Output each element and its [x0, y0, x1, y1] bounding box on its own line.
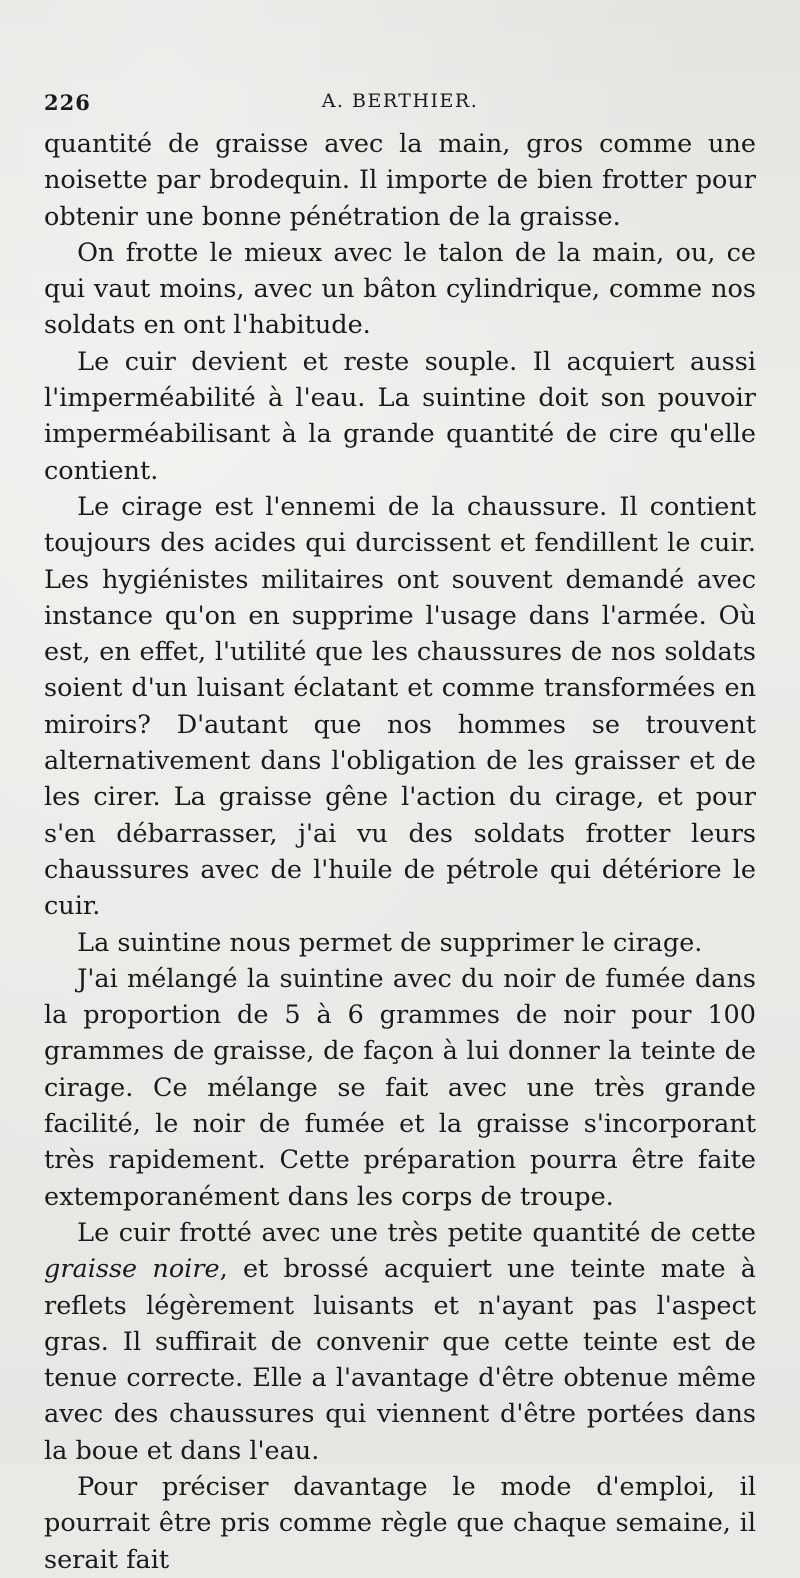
paragraph-4: Le cirage est l'ennemi de la chaussure. Il contient toujours des acides qui durcissent et fendillent le cuir. Les hygiénistes militaires ont souvent demandé avec instance qu'on en supprime l'usage dans l'armée. Où est, en effet, l'utilité que les chaussures de nos soldats soient d'un luisant éclatant et comme transformées en miroirs? D'autant que nos hommes se trouvent alternativement dans l'obligation de les graisser et de les cirer. La graisse gêne l'action du cirage, et pour s'en débarrasser, j'ai vu des soldats frotter leurs chaussures avec de l'huile de pétrole qui détériore le cuir. [44, 491, 756, 922]
paragraph-7-end: , et brossé acquiert une teinte mate à reflets légèrement luisants et n'ayant pas l'aspect gras. Il suffirait de convenir que cette teinte est de tenue correcte. Elle a l'avantage d'être obtenue même avec des chaussures qui viennent d'être portées dans la boue et dans l'eau. [44, 1254, 757, 1466]
running-head-author: A. BERTHIER. [321, 90, 479, 112]
italic-term: graisse noire [44, 1254, 220, 1285]
paragraph-6: J'ai mélangé la suintine avec du noir de fumée dans la proportion de 5 à 6 grammes de noir pour 100 grammes de graisse, de façon à lui donner la teinte de cirage. Ce mélange se fait avec une très grande facilité, le noir de fumée et la graisse s'incorporant très rapidement. Cette préparation pourra être faite extemporanément dans les corps de troupe. [44, 963, 756, 1212]
running-head [44, 90, 756, 126]
paragraph-5: La suintine nous permet de supprimer le cirage. [77, 927, 703, 958]
paragraph-2: On frotte le mieux avec le talon de la main, ou, ce qui vaut moins, avec un bâton cylindrique, comme nos soldats en ont l'habitude. [44, 237, 756, 341]
paragraph-7 [44, 1215, 756, 1469]
paragraph-7-start: Le cuir frotté avec une très petite quantité de cette [77, 1217, 756, 1248]
paragraph-1: quantité de graisse avec la main, gros comme une noisette par brodequin. Il importe de bien frotter pour obtenir une bonne pénétration de la graisse. [44, 129, 756, 232]
paragraph-3: Le cuir devient et reste souple. Il acquiert aussi l'imperméabilité à l'eau. La suintine doit son pouvoir imperméabilisant à la grande quantité de cire qu'elle contient. [44, 346, 756, 486]
paragraph-8: Pour préciser davantage le mode d'emploi, il pourrait être pris comme règle que chaque semaine, il serait fait [44, 1471, 756, 1575]
body-text [44, 126, 756, 1578]
page-number: 226 [44, 90, 91, 115]
